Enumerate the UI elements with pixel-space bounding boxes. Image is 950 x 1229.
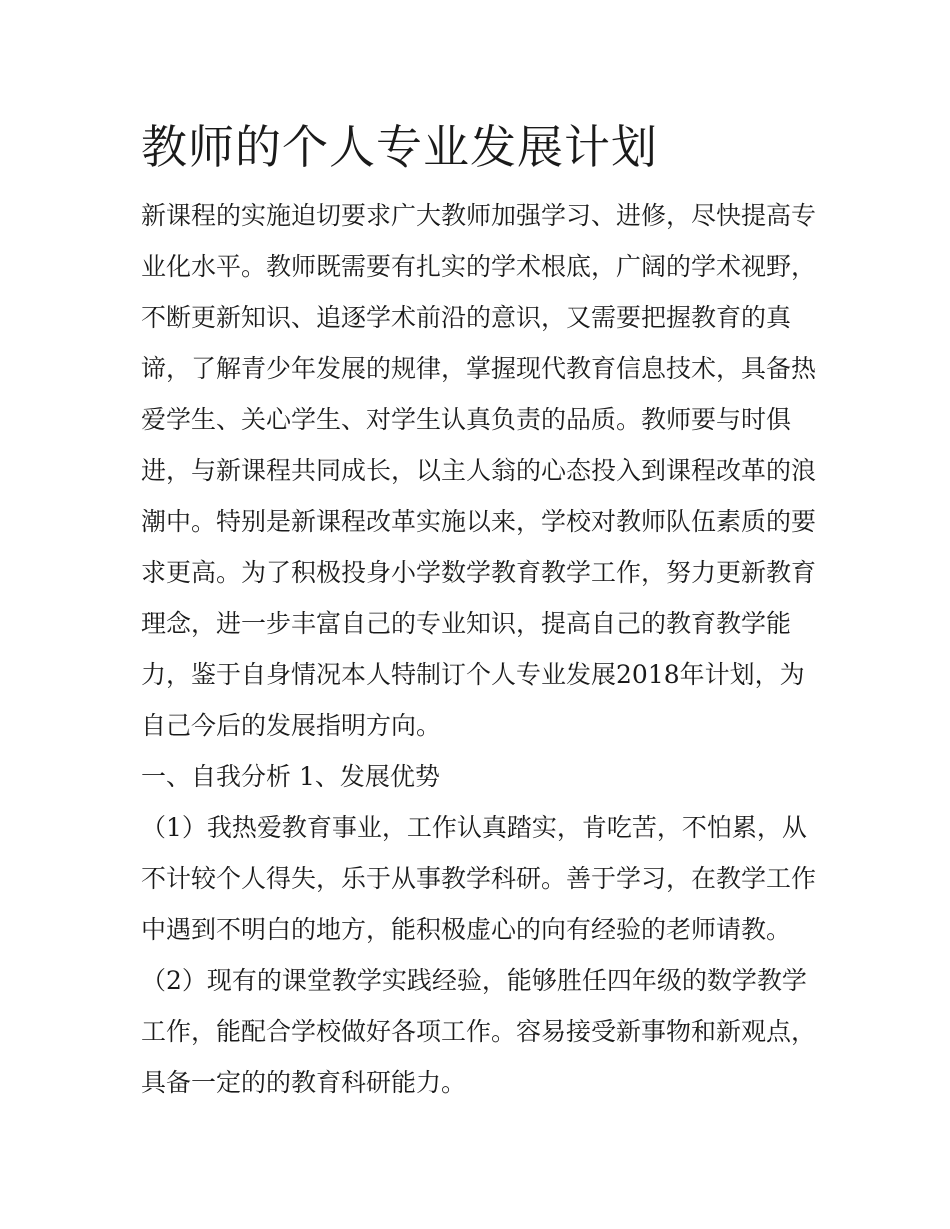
document-title: 教师的个人专业发展计划 [141,120,658,174]
text-line: 具备一定的的教育科研能力。 [141,1068,467,1097]
text-line: 自己今后的发展指明方向。 [141,711,442,740]
text-line: 谛，了解青少年发展的规律，掌握现代教育信息技术，具备热 [141,354,817,383]
text-line: （1）我热爱教育事业，工作认真踏实，肯吃苦，不怕累，从 [141,813,807,842]
text-line: 业化水平。教师既需要有扎实的学术根底，广阔的学术视野， [141,252,817,281]
text-line: 中遇到不明白的地方，能积极虚心的向有经验的老师请教。 [141,915,792,944]
text-line: 不断更新知识、追逐学术前沿的意识，又需要把握教育的真 [141,303,792,332]
text-line: 力，鉴于自身情况本人特制订个人专业发展2018年计划，为 [141,660,805,689]
text-line: 新课程的实施迫切要求广大教师加强学习、进修，尽快提高专 [141,201,817,230]
text-line: 进，与新课程共同成长，以主人翁的心态投入到课程改革的浪 [141,456,817,485]
document-body [141,112,821,1108]
text-line: 爱学生、关心学生、对学生认真负责的品质。教师要与时俱 [141,405,792,434]
text-line: 理念，进一步丰富自己的专业知识，提高自己的教育教学能 [141,609,792,638]
text-line: 潮中。特别是新课程改革实施以来，学校对教师队伍素质的要 [141,507,817,536]
text-line: （2）现有的课堂教学实践经验，能够胜任四年级的数学教学 [141,966,807,995]
text-line: 求更高。为了积极投身小学数学教育教学工作，努力更新教育 [141,558,817,587]
text-line: 工作，能配合学校做好各项工作。容易接受新事物和新观点， [141,1017,817,1046]
section-heading-line: 一、自我分析 1、发展优势 [141,762,440,791]
text-line: 不计较个人得失，乐于从事教学科研。善于学习，在教学工作 [141,864,817,893]
